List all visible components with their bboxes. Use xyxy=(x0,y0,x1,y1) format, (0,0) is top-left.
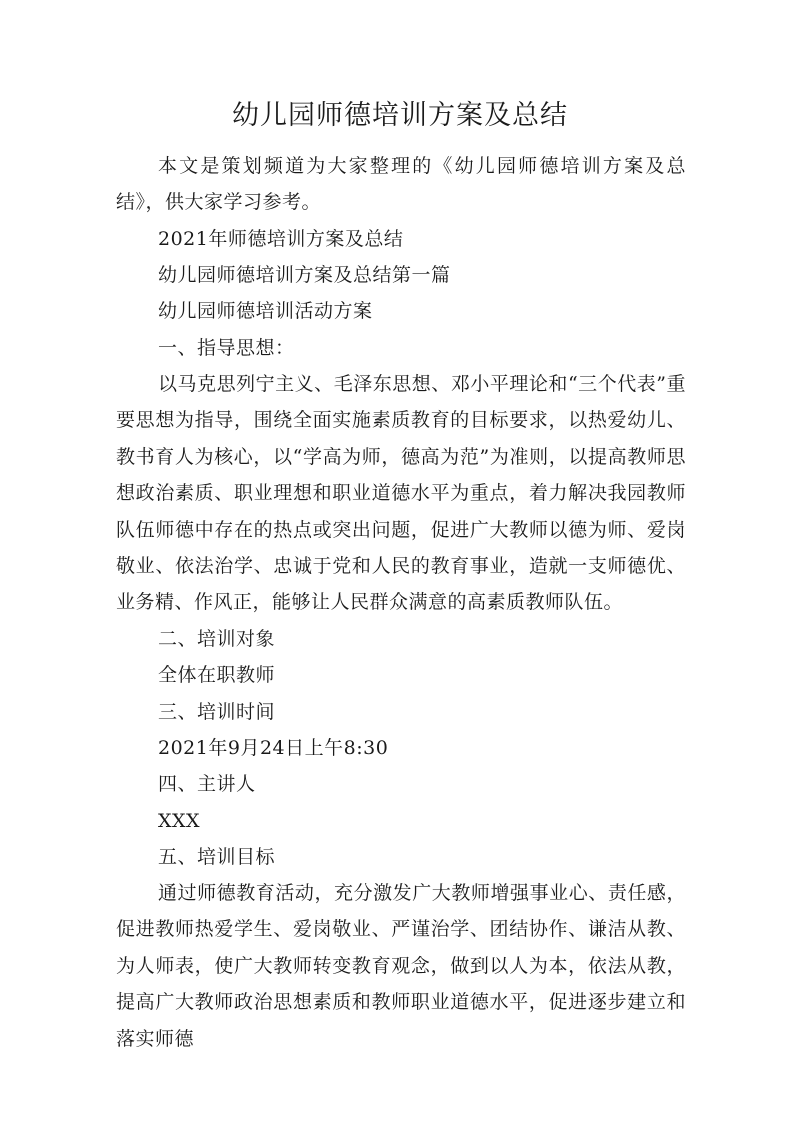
activity-plan-heading: 幼儿园师德培训活动方案 xyxy=(158,300,373,322)
part-one-heading: 幼儿园师德培训方案及总结第一篇 xyxy=(158,264,451,286)
section1-heading: 一、指导思想： xyxy=(158,337,295,359)
section5-heading: 五、培训目标 xyxy=(158,846,276,868)
section2-heading: 二、培训对象 xyxy=(158,628,276,650)
heading-2021: 2021年师德培训方案及总结 xyxy=(158,228,404,250)
document-title: 幼儿园师德培训方案及总结 xyxy=(232,100,568,131)
section3-heading: 三、培训时间 xyxy=(158,701,276,723)
section4-heading: 四、主讲人 xyxy=(158,773,256,795)
section5-body: 通过师德教育活动，充分激发广大教师增强事业心、责任感，促进教师热爱学生、爱岗敬业、严谨治学、团结协作、谦洁从教、为人师表，使广大教师转变教育观念，做到以人为本，依法从教，提高广大教师政治思想素质和教师职业道德水平，促进逐步建立和落实师德 xyxy=(116,882,686,1050)
section2-body: 全体在职教师 xyxy=(158,664,276,686)
section4-body: XXX xyxy=(158,810,201,832)
section3-body: 2021年9月24日上午8:30 xyxy=(158,737,389,759)
section1-body: 以马克思列宁主义、毛泽东思想、邓小平理论和“三个代表”重要思想为指导，围绕全面实施素质教育的目标要求，以热爱幼儿、教书育人为核心，以“学高为师，德高为范”为准则，以提高教师思想政治素质、职业理想和职业道德水平为重点，着力解决我园教师队伍师德中存在的热点或突出问题，促进广大教师以德为师、爱岗敬业、依法治学、忠诚于党和人民的教育事业，造就一支师德优、业务精、作风正，能够让人民群众满意的高素质教师队伍。 xyxy=(116,373,686,614)
intro-paragraph: 本文是策划频道为大家整理的《幼儿园师德培训方案及总结》，供大家学习参考。 xyxy=(116,155,686,214)
